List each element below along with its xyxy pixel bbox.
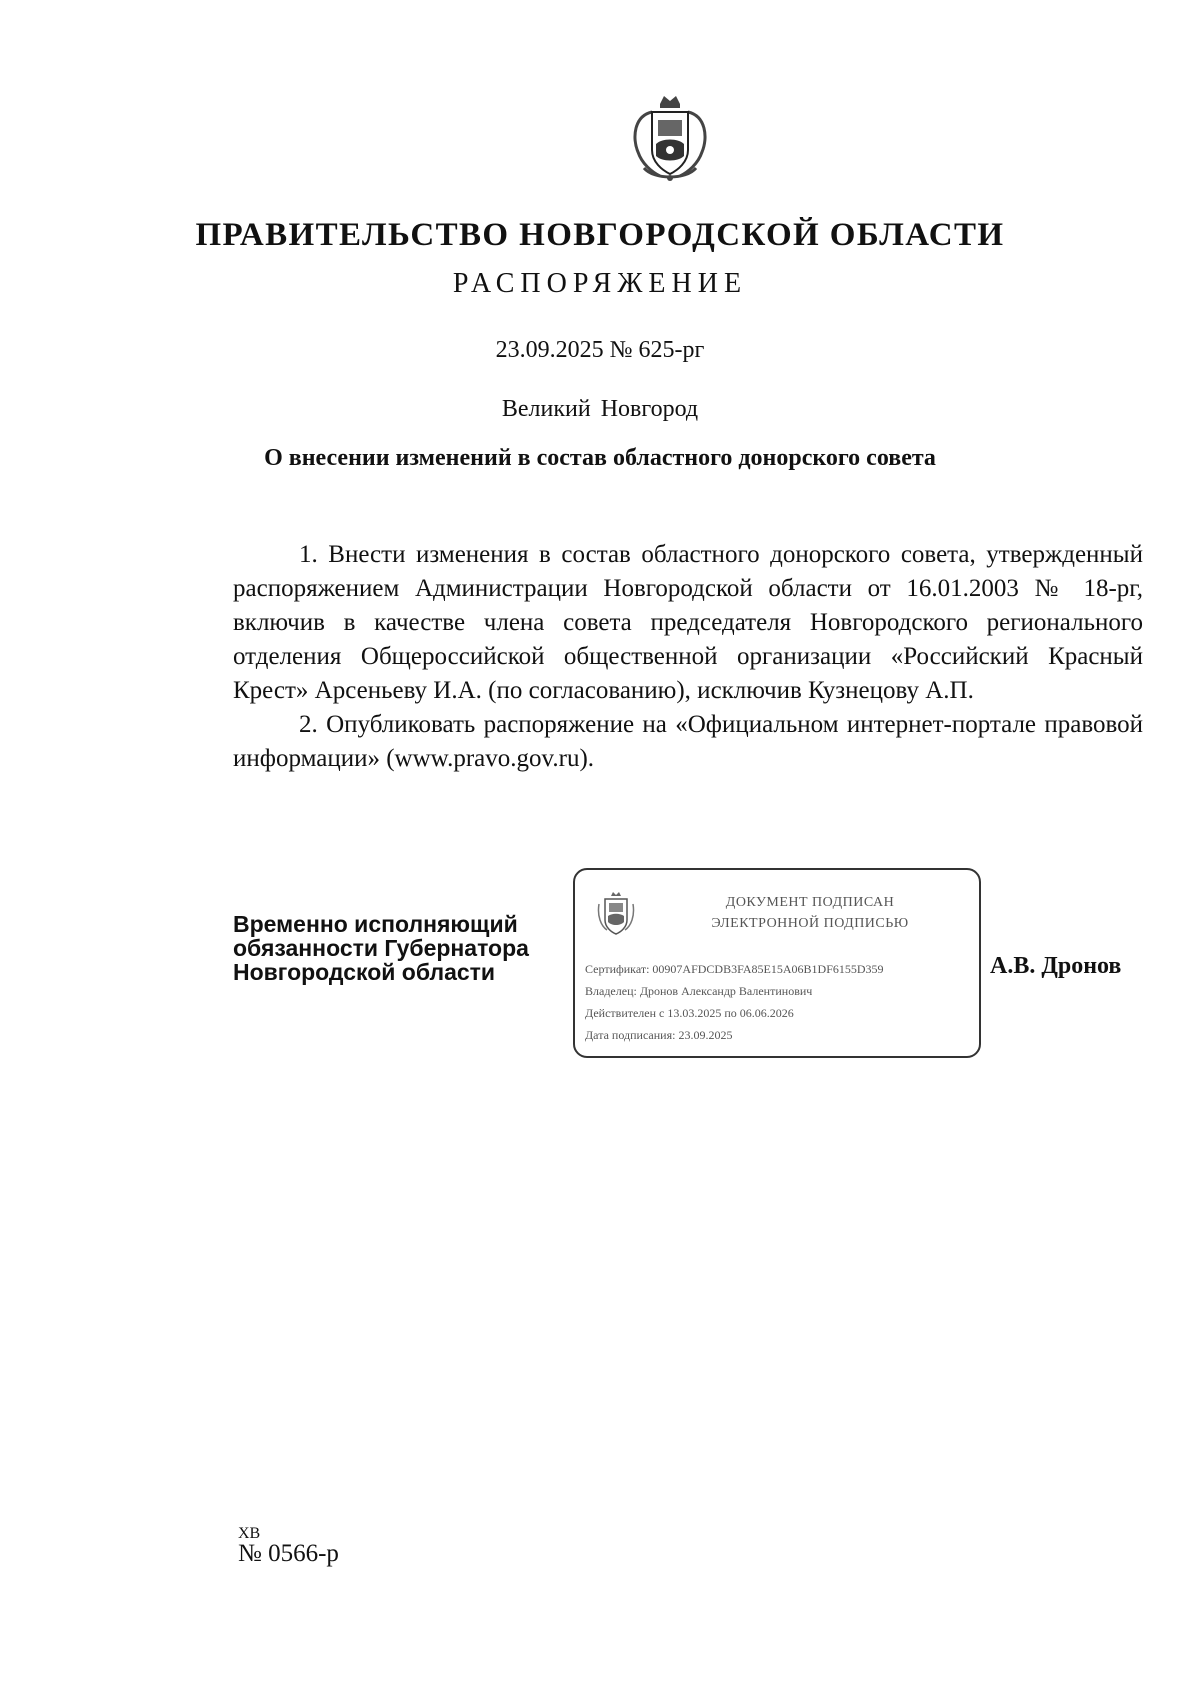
organization-title: ПРАВИТЕЛЬСТВО НОВГОРОДСКОЙ ОБЛАСТИ <box>195 217 1005 253</box>
coat-of-arms-icon <box>630 92 710 184</box>
coat-of-arms-icon <box>597 892 635 936</box>
signer-name: А.В. Дронов <box>990 953 1122 979</box>
certificate-line: Сертификат: 00907AFDCDB3FA85E15A06B1DF6155D359 <box>585 962 884 976</box>
owner-line: Владелец: Дронов Александр Валентинович <box>585 984 813 998</box>
signing-date-line: Дата подписания: 23.09.2025 <box>585 1028 733 1042</box>
e-signature-stamp <box>573 868 981 1058</box>
paragraph-1: 1. Внести изменения в состав областного донорского совета, утвержденный распоряжением Администрации Новгородской области от 16.01.2003 № 18-рг, включив в качестве члена совета председателя Новгородского регионального отделения Общероссийской общественной организации «Российский Красный Крест» Арсеньеву И.А. (по согласованию), исключив Кузнецову А.П. <box>233 541 1143 704</box>
signer-position <box>233 912 563 984</box>
date-and-number: 23.09.2025 № 625-рг <box>495 337 705 363</box>
city: Великий Новгород <box>501 396 699 422</box>
stamp-heading-line: ДОКУМЕНТ ПОДПИСАН <box>725 895 895 910</box>
document-body <box>233 538 1143 776</box>
document-subject: О внесении изменений в состав областного донорского совета <box>264 445 936 471</box>
signer-position-line: Новгородской области <box>233 959 496 985</box>
stamp-heading-line: ЭЛЕКТРОННОЙ ПОДПИСЬЮ <box>711 916 909 931</box>
registration-number: № 0566-р <box>238 1540 339 1567</box>
paragraph-2: 2. Опубликовать распоряжение на «Официальном интернет-портале правовой информации» (www.pravo.gov.ru). <box>233 711 1143 772</box>
validity-line: Действителен с 13.03.2025 по 06.06.2026 <box>585 1006 794 1020</box>
stamp-heading <box>645 892 975 934</box>
signer-position-line: обязанности Губернатора <box>233 935 529 961</box>
document-type: РАСПОРЯЖЕНИЕ <box>452 268 748 299</box>
stamp-details <box>585 958 981 1046</box>
executor-code: ХВ <box>238 1525 261 1542</box>
signer-position-line: Временно исполняющий <box>233 911 518 937</box>
